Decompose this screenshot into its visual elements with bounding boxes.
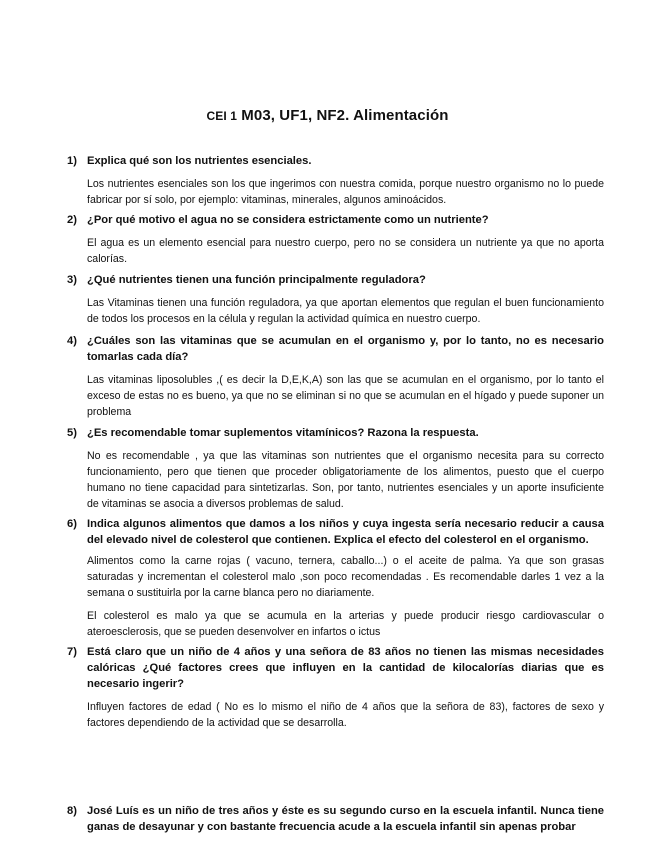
question-number: 2) [67,214,77,226]
question-block-2 [67,212,604,267]
question-text: Está claro que un niño de 4 años y una señora de 83 años no tienen las mismas necesidades calóricas ¿Qué factores crees que influyen en la cantidad de kilocalorías diarias que es necesario ingerir? [87,646,604,690]
question-number: 6) [67,518,77,530]
question-text: Explica qué son los nutrientes esenciales. [87,155,312,167]
question-block-7 [67,644,604,731]
question-number: 7) [67,646,77,658]
answer-text: Las Vitaminas tienen una función reguladora, ya que aportan elementos que regulan el buen funcionamiento de todos los procesos en la célula y regulan la actividad química en nuestro cuerpo. [87,297,604,325]
title-prefix: CEI 1 [206,109,238,123]
question-text: Indica algunos alimentos que damos a los niños y cuya ingesta sería necesario reducir a causa del elevado nivel de colesterol que contienen. Explica el efecto del colesterol en el organismo. [87,518,604,546]
question-text: ¿Cuáles son las vitaminas que se acumulan en el organismo y, por lo tanto, no es necesario tomarlas cada día? [87,335,604,363]
question-block-6 [67,516,604,640]
answer-text: El colesterol es malo ya que se acumula en la arterias y puede producir riesgo cardiovascular o ateroesclerosis, que se pueden desenvolver en infartos o ictus [87,610,604,638]
question-block-8 [67,803,604,835]
question-text: ¿Qué nutrientes tienen una función principalmente reguladora? [87,274,426,286]
answer-text: No es recomendable , ya que las vitaminas son nutrientes que el organismo necesita para su correcto funcionamiento, pero que tienen que proceder obligatoriamente de los alimentos, puesto que el cuerpo humano no tiene capacidad para sintetizarlas. Son, por tanto, nutrientes esenciales y un aporte insuficiente de vitaminas se asocia a diversos problemas de salud. [87,450,604,510]
question-block-3 [67,272,604,327]
answer-text: Las vitaminas liposolubles ,( es decir la D,E,K,A) son las que se acumulan en el organismo, por lo tanto el exceso de estas no es bueno, ya que no se eliminan si no que se acumulan en el hígado y puede suponer un problema [87,374,604,418]
question-number: 3) [67,274,77,286]
question-block-1 [67,153,604,208]
answer-text: Influyen factores de edad ( No es lo mismo el niño de 4 años que la señora de 83), factores de sexo y factores dependiendo de la actividad que se desarrolla. [87,701,604,729]
page-title [0,107,655,124]
question-text: ¿Es recomendable tomar suplementos vitamínicos? Razona la respuesta. [87,427,479,439]
question-number: 4) [67,335,77,347]
question-text: ¿Por qué motivo el agua no se considera estrictamente como un nutriente? [87,214,489,226]
question-block-4 [67,333,604,420]
answer-text: Alimentos como la carne rojas ( vacuno, ternera, caballo...) o el aceite de palma. Ya que son grasas saturadas y incrementan el colesterol malo ,son poco recomendadas . Es recomendable darles 1 vez a la semana o sustituirla por la carne blanca pero no diariamente. [87,555,604,599]
question-number: 8) [67,805,77,817]
question-block-5 [67,425,604,512]
question-number: 1) [67,155,77,167]
question-text: José Luís es un niño de tres años y éste es su segundo curso en la escuela infantil. Nunca tiene ganas de desayunar y con bastante frecuencia acude a la escuela infantil sin apenas probar [87,805,604,833]
answer-text: El agua es un elemento esencial para nuestro cuerpo, pero no se considera un nutriente ya que no aporta calorías. [87,237,604,265]
answer-text: Los nutrientes esenciales son los que ingerimos con nuestra comida, porque nuestro organismo no lo puede fabricar por sí solo, por ejemplo: vitaminas, minerales, algunos aminoácidos. [87,178,604,206]
title-main: M03, UF1, NF2. Alimentación [241,107,449,124]
question-number: 5) [67,427,77,439]
